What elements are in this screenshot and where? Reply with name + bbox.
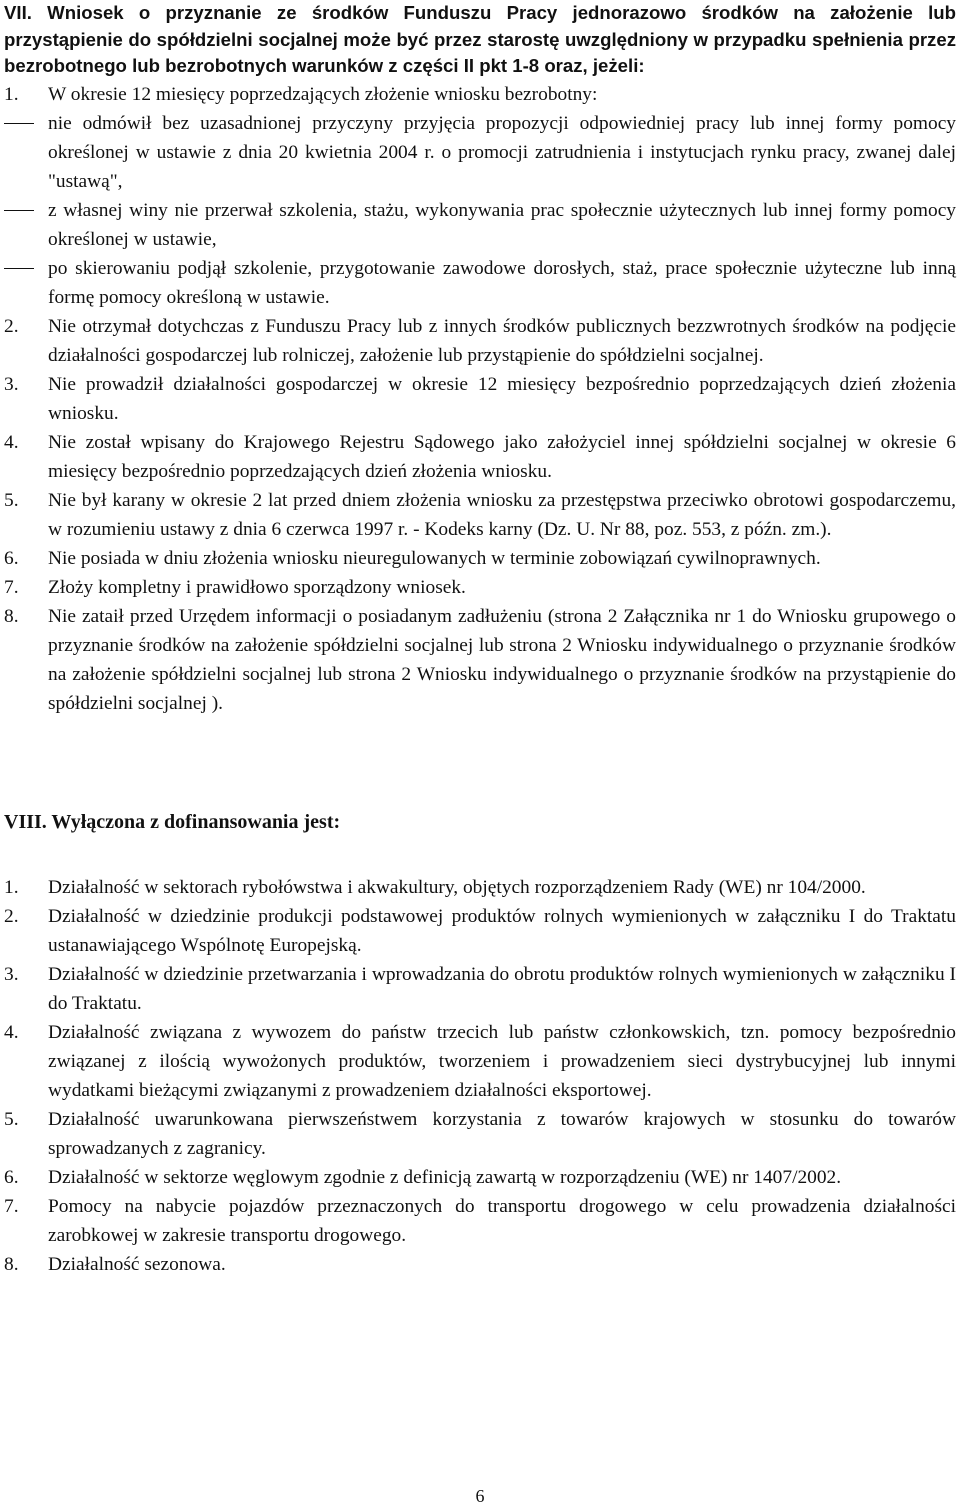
section-8-item-1 <box>4 873 956 902</box>
item-text: Działalność w dziedzinie produkcji podstawowej produktów rolnych wymienionych w załączniku I do Traktatu ustanawiającego Wspólnotę Europejską. <box>48 905 956 956</box>
item-number: 7. <box>4 1195 19 1217</box>
dash-mark <box>4 123 34 124</box>
section-8-item-6 <box>4 1163 956 1192</box>
dash-item-1 <box>4 109 956 196</box>
dash-text-a: po skierowaniu podjął szkolenie, przygotowanie zawodowe dorosłych, staż, prace społecznie użyteczne lub inną formę pomocy określoną w ustawie. <box>48 257 956 308</box>
item-number: 4. <box>4 1021 19 1043</box>
section-7-item-6 <box>4 544 956 573</box>
section-7-item-3 <box>4 370 956 428</box>
section-8-item-3 <box>4 960 956 1018</box>
dash-text-b: o promocji zatrudnienia i instytucjach rynku pracy, zwanej dalej "ustawą", <box>48 141 956 192</box>
section-7-item-8 <box>4 602 956 718</box>
section-8-item-4 <box>4 1018 956 1105</box>
dash-text-a: z własnej winy nie przerwał szkolenia, stażu, wykonywania prac społecznie użytecznych lub innej formy pomocy określonej w ustawie, <box>48 199 956 250</box>
section-7-item-1 <box>4 80 956 109</box>
dash-item-3 <box>4 254 956 312</box>
section-7-item-4 <box>4 428 956 486</box>
item-number: 6. <box>4 1166 19 1188</box>
item-text: Nie był karany w okresie 2 lat przed dniem złożenia wniosku za przestępstwa przeciwko obrotowi gospodarczemu, w rozumieniu ustawy z dnia 6 czerwca 1997 r. - Kodeks karny (Dz. U. Nr 88, poz. 553, z późn. zm.). <box>48 489 956 540</box>
item-number: 2. <box>4 315 19 337</box>
item-text: Nie prowadził działalności gospodarczej w okresie 12 miesięcy bezpośrednio poprzedzających dzień złożenia wniosku. <box>48 373 956 424</box>
item-text: Pomocy na nabycie pojazdów przeznaczonych do transportu drogowego w celu prowadzenia działalności zarobkowej w zakresie transportu drogowego. <box>48 1195 956 1246</box>
section-8-heading: VIII. Wyłączona z dofinansowania jest: <box>4 810 341 833</box>
dash-mark <box>4 210 34 211</box>
section-8-item-5 <box>4 1105 956 1163</box>
item-text: Działalność w sektorach rybołówstwa i akwakultury, objętych rozporządzeniem Rady (WE) nr 104/2000. <box>48 876 866 898</box>
section-8-body <box>4 873 956 1279</box>
section-8-item-2 <box>4 902 956 960</box>
item-text: Nie posiada w dniu złożenia wniosku nieuregulowanych w terminie zobowiązań cywilnoprawnych. <box>48 547 821 569</box>
item-number: 8. <box>4 1253 19 1275</box>
item-number: 5. <box>4 1108 19 1130</box>
item-text: Działalność uwarunkowana pierwszeństwem korzystania z towarów krajowych w stosunku do towarów sprowadzanych z zagranicy. <box>48 1108 956 1159</box>
item-text: Nie został wpisany do Krajowego Rejestru Sądowego jako założyciel innej spółdzielni socjalnej w okresie 6 miesięcy bezpośrednio poprzedzających dzień złożenia wniosku. <box>48 431 956 482</box>
item-number: 1. <box>4 83 19 105</box>
dash-mark <box>4 268 34 269</box>
dash-text-a: nie odmówił bez uzasadnionej przyczyny przyjęcia propozycji odpowiedniej pracy lub innej formy pomocy określonej w ustawie z dnia 20 kwietnia 2004 r. <box>48 112 956 163</box>
item-number: 2. <box>4 905 19 927</box>
item-text: W okresie 12 miesięcy poprzedzających złożenie wniosku bezrobotny: <box>48 83 598 105</box>
section-7-item-5 <box>4 486 956 544</box>
item-text: Nie zataił przed Urzędem informacji o posiadanym zadłużeniu (strona 2 Załącznika nr 1 do Wniosku grupowego o przyznanie środków na założenie spółdzielni socjalnej lub strona 2 Wniosku indywidualnego o przyznanie środków na założenie spółdzielni socjalnej lub strona 2 Wniosku indywidualnego o przyznanie środków na przystąpienie do spółdzielni socjalnej ). <box>48 605 956 714</box>
item-number: 4. <box>4 431 19 453</box>
section-7-item-7 <box>4 573 956 602</box>
item-text: Nie otrzymał dotychczas z Funduszu Pracy lub z innych środków publicznych bezzwrotnych środków na podjęcie działalności gospodarczej lub rolniczej, założenie lub przystąpienie do spółdzielni socjalnej. <box>48 315 956 366</box>
document-page <box>4 0 956 1279</box>
page-number: 6 <box>475 1486 485 1506</box>
section-spacer <box>4 718 956 808</box>
item-number: 3. <box>4 373 19 395</box>
item-text: Działalność sezonowa. <box>48 1253 226 1275</box>
section-7-heading: VII. Wniosek o przyznanie ze środków Funduszu Pracy jednorazowo środków na założenie lub przystąpienie do spółdzielni socjalnej może być przez starostę uwzględniony w przypadku spełnienia przez bezrobotnego lub bezrobotnych warunków z części II pkt 1-8 oraz, jeżeli: <box>4 2 956 76</box>
dash-item-2 <box>4 196 956 254</box>
item-number: 5. <box>4 489 19 511</box>
section-8-item-8 <box>4 1250 956 1279</box>
item-number: 7. <box>4 576 19 598</box>
item-number: 8. <box>4 605 19 627</box>
section-7-item-2 <box>4 312 956 370</box>
item-number: 1. <box>4 876 19 898</box>
item-number: 3. <box>4 963 19 985</box>
item-text: Działalność związana z wywozem do państw trzecich lub państw członkowskich, tzn. pomocy bezpośrednio związanej z ilością wywożonych produktów, tworzeniem i prowadzeniem sieci dystrybucyjnej lub innymi wydatkami bieżącymi związanymi z prowadzeniem działalności eksportowej. <box>48 1021 956 1101</box>
item-number: 6. <box>4 547 19 569</box>
section-7-body <box>4 80 956 718</box>
item-text: Działalność w sektorze węglowym zgodnie z definicją zawartą w rozporządzeniu (WE) nr 1407/2002. <box>48 1166 842 1188</box>
item-text: Złoży kompletny i prawidłowo sporządzony wniosek. <box>48 576 466 598</box>
item-text: Działalność w dziedzinie przetwarzania i wprowadzania do obrotu produktów rolnych wymienionych w załączniku I do Traktatu. <box>48 963 956 1014</box>
section-8-item-7 <box>4 1192 956 1250</box>
